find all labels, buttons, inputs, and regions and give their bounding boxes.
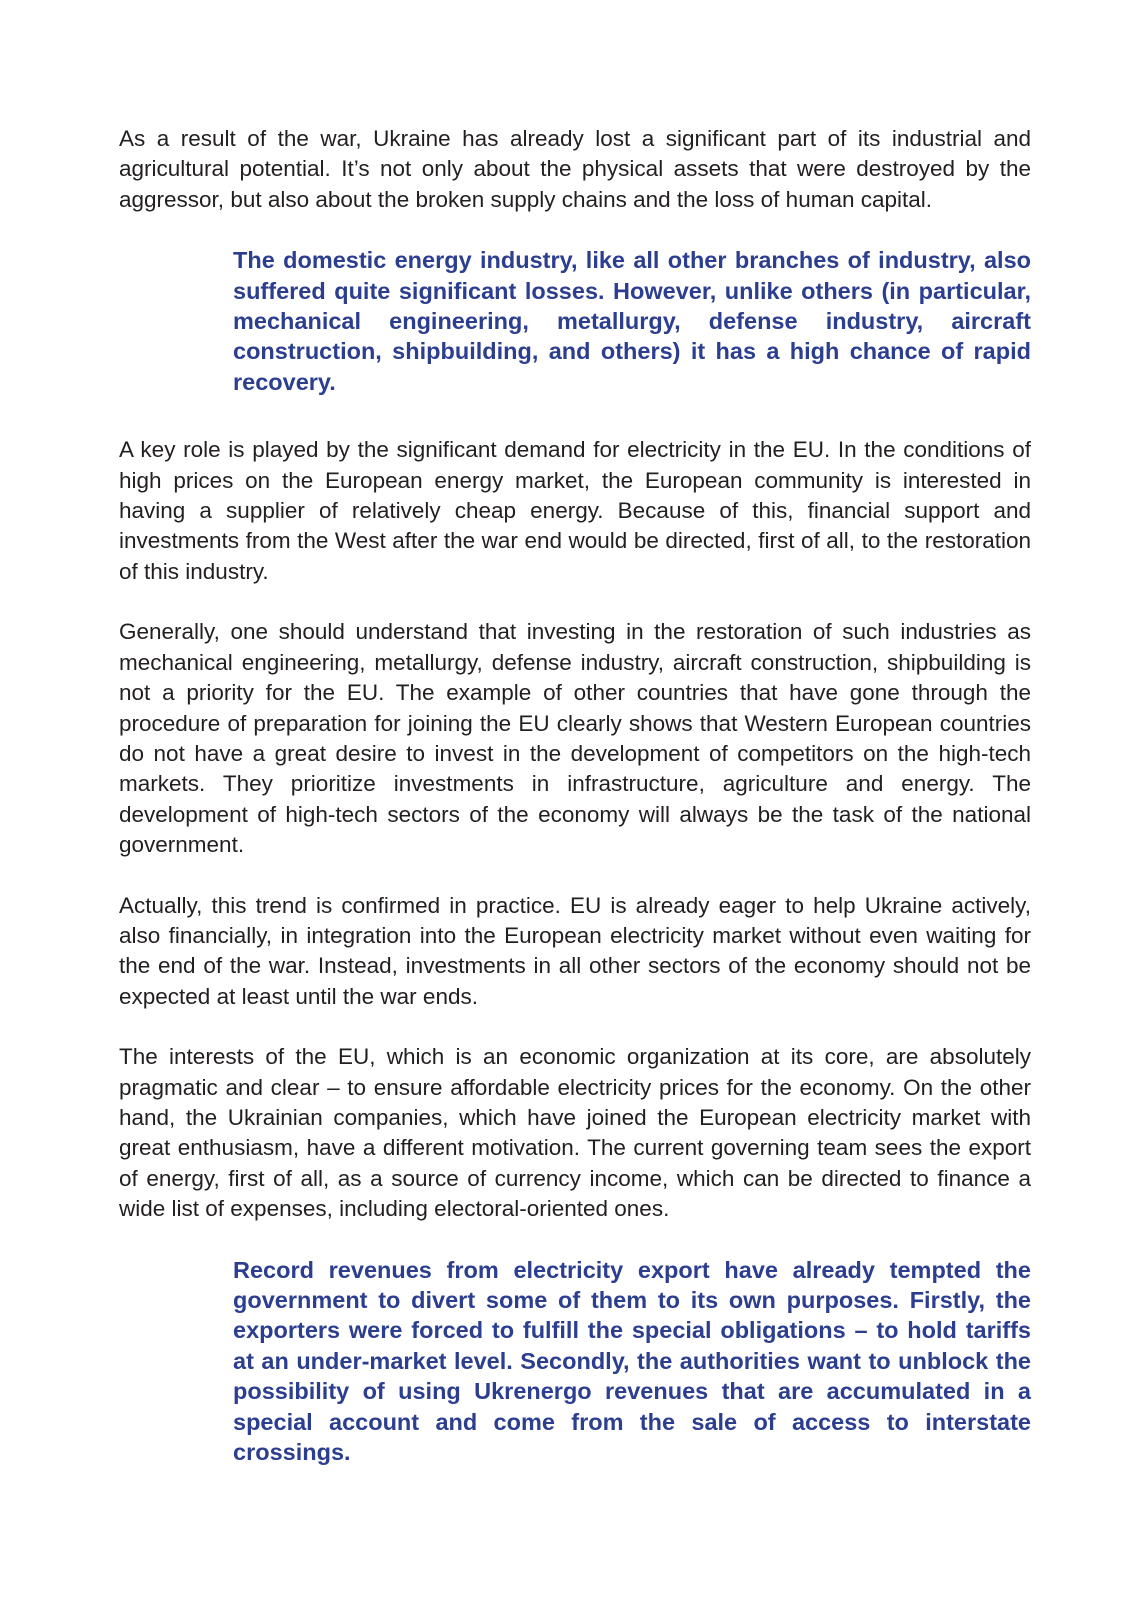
paragraph-eu-demand: A key role is played by the significant demand for electricity in the EU. In the conditions of high prices on the European energy market, the European community is interested in having a supplier of relatively cheap energy. Because of this, financial support and investments from the West after the war end would be directed, first of all, to the restoration of this industry. [119,437,1031,584]
pull-quote-energy-recovery: The domestic energy industry, like all other branches of industry, also suffered quite significant losses. However, unlike others (in particular, mechanical engineering, metallurgy, defense industry, aircraft construction, shipbuilding, and others) it has a high chance of rapid recovery. [233,247,1031,395]
paragraph-investment-priorities: Generally, one should understand that investing in the restoration of such industries as mechanical engineering, metallurgy, defense industry, aircraft construction, shipbuilding is not a priority for the EU. The example of other countries that have gone through the procedure of preparation for joining the EU clearly shows that Western European countries do not have a great desire to invest in the development of competitors on the high-tech markets. They prioritize investments in infrastructure, agriculture and energy. The development of high-tech sectors of the economy will always be the task of the national government. [119,619,1031,858]
pull-quote-export-revenues: Record revenues from electricity export have already tempted the government to divert some of them to its own purposes. Firstly, the exporters were forced to fulfill the special obligations – to hold tariffs at an under-market level. Secondly, the authorities want to unblock the possibility of using Ukrenergo revenues that are accumulated in a special account and come from the sale of access to interstate crossings. [233,1256,1031,1466]
article-body [119,124,1031,1467]
paragraph-trend-confirmed: Actually, this trend is confirmed in practice. EU is already eager to help Ukraine actively, also financially, in integration into the European electricity market without even waiting for the end of the war. Instead, investments in all other sectors of the economy should not be expected at least until the war ends. [119,892,1031,1009]
paragraph-war-losses: As a result of the war, Ukraine has already lost a significant part of its industrial and agricultural potential. It’s not only about the physical assets that were destroyed by the aggressor, but also about the broken supply chains and the loss of human capital. [119,126,1031,212]
paragraph-eu-interests: The interests of the EU, which is an economic organization at its core, are absolutely pragmatic and clear – to ensure affordable electricity prices for the economy. On the other hand, the Ukrainian companies, which have joined the European electricity market with great enthusiasm, have a different motivation. The current governing team sees the export of energy, first of all, as a source of currency income, which can be directed to finance a wide list of expenses, including electoral-oriented ones. [119,1044,1031,1222]
